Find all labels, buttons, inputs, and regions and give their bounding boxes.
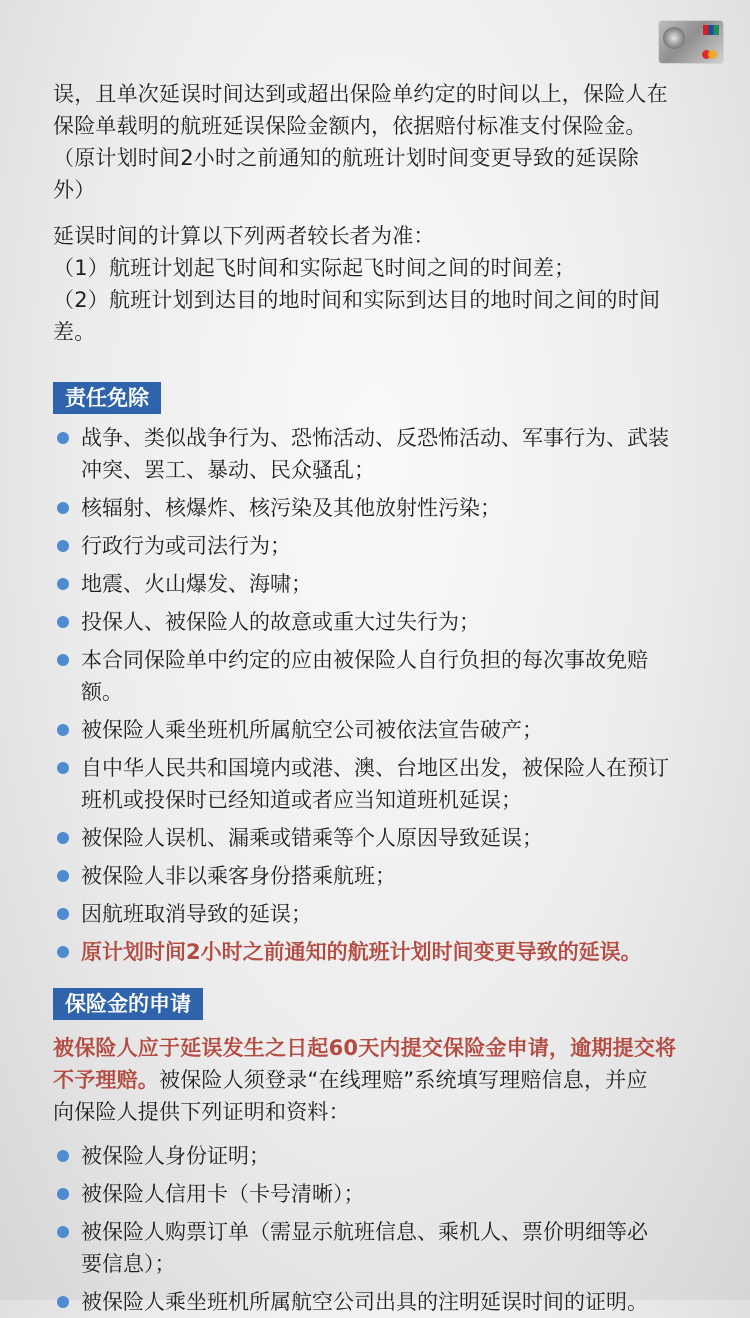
bullet-dot-icon [57, 654, 69, 666]
bullet-dot-icon [57, 578, 69, 590]
bullet-dot-icon [57, 432, 69, 444]
claims-text: 被保险人须登录“在线理赔”系统填写理赔信息，并应 [159, 1068, 648, 1092]
list-item: 因航班取消导致的延误； [53, 898, 703, 930]
claims-paragraph [53, 1032, 703, 1128]
bullet-dot-icon [57, 946, 69, 958]
bullet-dot-icon [57, 502, 69, 514]
list-item: 地震、火山爆发、海啸； [53, 568, 703, 600]
claims-deadline: 不予理赔。 [53, 1068, 159, 1092]
claims-text: 向保险人提供下列证明和资料： [53, 1100, 350, 1124]
bullet-dot-icon [57, 724, 69, 736]
intro-line: （原计划时间2小时之前通知的航班计划时间变更导致的延误除 [53, 146, 639, 170]
claims-documents-list [53, 1140, 703, 1318]
bank-card-logo [659, 21, 723, 63]
bullet-dot-icon [57, 616, 69, 628]
claims-title: 保险金的申请 [53, 988, 203, 1020]
list-item: 本合同保险单中约定的应由被保险人自行负担的每次事故免赔 额。 [53, 644, 703, 708]
list-item: 被保险人乘坐班机所属航空公司被依法宣告破产； [53, 714, 703, 746]
list-item: 核辐射、核爆炸、核污染及其他放射性污染； [53, 492, 703, 524]
list-item-highlight: 原计划时间2小时之前通知的航班计划时间变更导致的延误。 [53, 936, 703, 968]
calc-line: 延误时间的计算以下列两者较长者为准： [53, 224, 435, 248]
claims-deadline: 被保险人应于延误发生之日起60天内提交保险金申请，逾期提交将 [53, 1036, 677, 1060]
bullet-dot-icon [57, 540, 69, 552]
intro-paragraph [53, 78, 703, 206]
bullet-dot-icon [57, 762, 69, 774]
bullet-dot-icon [57, 1226, 69, 1238]
bullet-dot-icon [57, 1188, 69, 1200]
list-item: 被保险人购票订单（需显示航班信息、乘机人、票价明细等必 要信息）； [53, 1216, 703, 1280]
list-item: 被保险人乘坐班机所属航空公司出具的注明延误时间的证明。 [53, 1286, 703, 1318]
bullet-dot-icon [57, 832, 69, 844]
bullet-dot-icon [57, 1296, 69, 1308]
calc-line: （1）航班计划起飞时间和实际起飞时间之间的时间差； [53, 256, 576, 280]
bullet-dot-icon [57, 1150, 69, 1162]
list-item: 被保险人非以乘客身份搭乘航班； [53, 860, 703, 892]
card-emblem-icon [663, 27, 685, 49]
exclusions-list [53, 422, 703, 968]
list-item: 自中华人民共和国境内或港、澳、台地区出发，被保险人在预订 班机或投保时已经知道或者应当知道班机延误； [53, 752, 703, 816]
delay-calculation [53, 220, 703, 348]
list-item: 被保险人信用卡（卡号清晰）； [53, 1178, 703, 1210]
list-item: 被保险人误机、漏乘或错乘等个人原因导致延误； [53, 822, 703, 854]
list-item: 行政行为或司法行为； [53, 530, 703, 562]
intro-line: 误，且单次延误时间达到或超出保险单约定的时间以上，保险人在 [53, 82, 668, 106]
bullet-dot-icon [57, 870, 69, 882]
policy-content [53, 78, 703, 1318]
unionpay-icon [703, 25, 719, 35]
calc-line: 差。 [53, 320, 96, 344]
bullet-dot-icon [57, 908, 69, 920]
list-item: 战争、类似战争行为、恐怖活动、反恐怖活动、军事行为、武装 冲突、罢工、暴动、民众骚乱； [53, 422, 703, 486]
intro-line: 保险单载明的航班延误保险金额内，依据赔付标准支付保险金。 [53, 114, 647, 138]
exclusions-title: 责任免除 [53, 382, 161, 414]
list-item: 被保险人身份证明； [53, 1140, 703, 1172]
mastercard-icon [702, 50, 718, 59]
calc-line: （2）航班计划到达目的地时间和实际到达目的地时间之间的时间 [53, 288, 661, 312]
intro-line: 外） [53, 178, 96, 202]
list-item: 投保人、被保险人的故意或重大过失行为； [53, 606, 703, 638]
